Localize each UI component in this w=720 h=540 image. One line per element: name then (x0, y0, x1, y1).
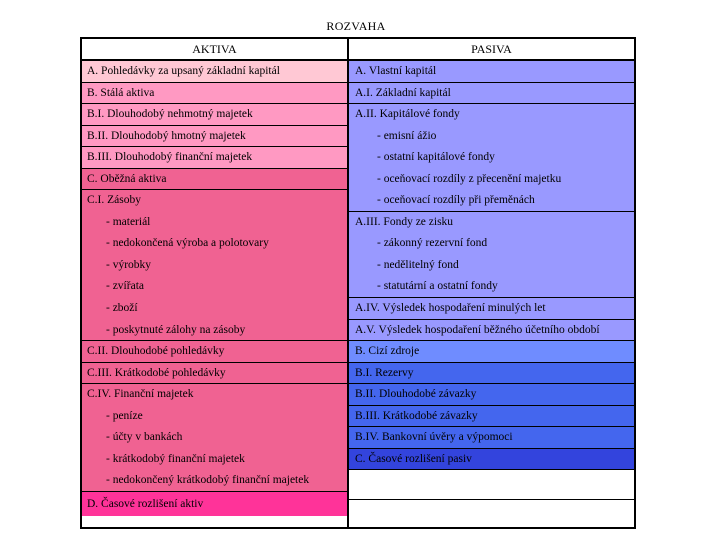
aktiva-row: - materiál (82, 212, 347, 234)
pasiva-row: - oceňovací rozdíly z přecenění majetku (349, 169, 634, 191)
pasiva-row: A.V. Výsledek hospodaření běžného účetního období (349, 320, 634, 342)
aktiva-row: C.IV. Finanční majetek (82, 384, 347, 406)
aktiva-row: B.II. Dlouhodobý hmotný majetek (82, 126, 347, 148)
aktiva-row: B.III. Dlouhodobý finanční majetek (82, 147, 347, 169)
pasiva-row: - ostatní kapitálové fondy (349, 147, 634, 169)
aktiva-row: - nedokončený krátkodobý finanční majetek (82, 470, 347, 492)
aktiva-row: - účty v bankách (82, 427, 347, 449)
aktiva-row: - výrobky (82, 255, 347, 277)
balance-sheet-table (80, 37, 636, 529)
aktiva-row: B.I. Dlouhodobý nehmotný majetek (82, 104, 347, 126)
pasiva-row: B. Cizí zdroje (349, 341, 634, 363)
pasiva-row: B.II. Dlouhodobé závazky (349, 384, 634, 406)
page-title: ROZVAHA (326, 19, 386, 33)
pasiva-row: A. Vlastní kapitál (349, 61, 634, 83)
aktiva-row: - krátkodobý finanční majetek (82, 449, 347, 471)
pasiva-row: - nedělitelný fond (349, 255, 634, 277)
aktiva-row: B. Stálá aktiva (82, 83, 347, 105)
pasiva-empty-cell (349, 500, 634, 527)
pasiva-row: C. Časové rozlišení pasiv (349, 449, 634, 471)
pasiva-header: PASIVA (349, 39, 634, 59)
pasiva-empty-cell (349, 470, 634, 499)
aktiva-row: - zboží (82, 298, 347, 320)
pasiva-row: A.I. Základní kapitál (349, 83, 634, 105)
aktiva-header: AKTIVA (82, 39, 347, 59)
aktiva-row: C. Oběžná aktiva (82, 169, 347, 191)
aktiva-row: - poskytnuté zálohy na zásoby (82, 320, 347, 342)
aktiva-row: - peníze (82, 406, 347, 428)
aktiva-row: C.III. Krátkodobé pohledávky (82, 363, 347, 385)
aktiva-column (82, 61, 347, 516)
pasiva-row: B.IV. Bankovní úvěry a výpomoci (349, 427, 634, 449)
aktiva-row: - nedokončená výroba a polotovary (82, 233, 347, 255)
pasiva-row: A.III. Fondy ze zisku (349, 212, 634, 234)
aktiva-row: D. Časové rozlišení aktiv (82, 492, 347, 516)
aktiva-row: C.II. Dlouhodobé pohledávky (82, 341, 347, 363)
pasiva-column (349, 61, 634, 527)
aktiva-row: A. Pohledávky za upsaný základní kapitál (82, 61, 347, 83)
aktiva-row: - zvířata (82, 276, 347, 298)
pasiva-row: A.IV. Výsledek hospodaření minulých let (349, 298, 634, 320)
pasiva-row: B.I. Rezervy (349, 363, 634, 385)
pasiva-row: - emisní ážio (349, 126, 634, 148)
pasiva-row: A.II. Kapitálové fondy (349, 104, 634, 126)
pasiva-row: B.III. Krátkodobé závazky (349, 406, 634, 428)
aktiva-row: C.I. Zásoby (82, 190, 347, 212)
pasiva-row: - zákonný rezervní fond (349, 233, 634, 255)
pasiva-row: - statutární a ostatní fondy (349, 276, 634, 298)
pasiva-row: - oceňovací rozdíly při přeměnách (349, 190, 634, 212)
